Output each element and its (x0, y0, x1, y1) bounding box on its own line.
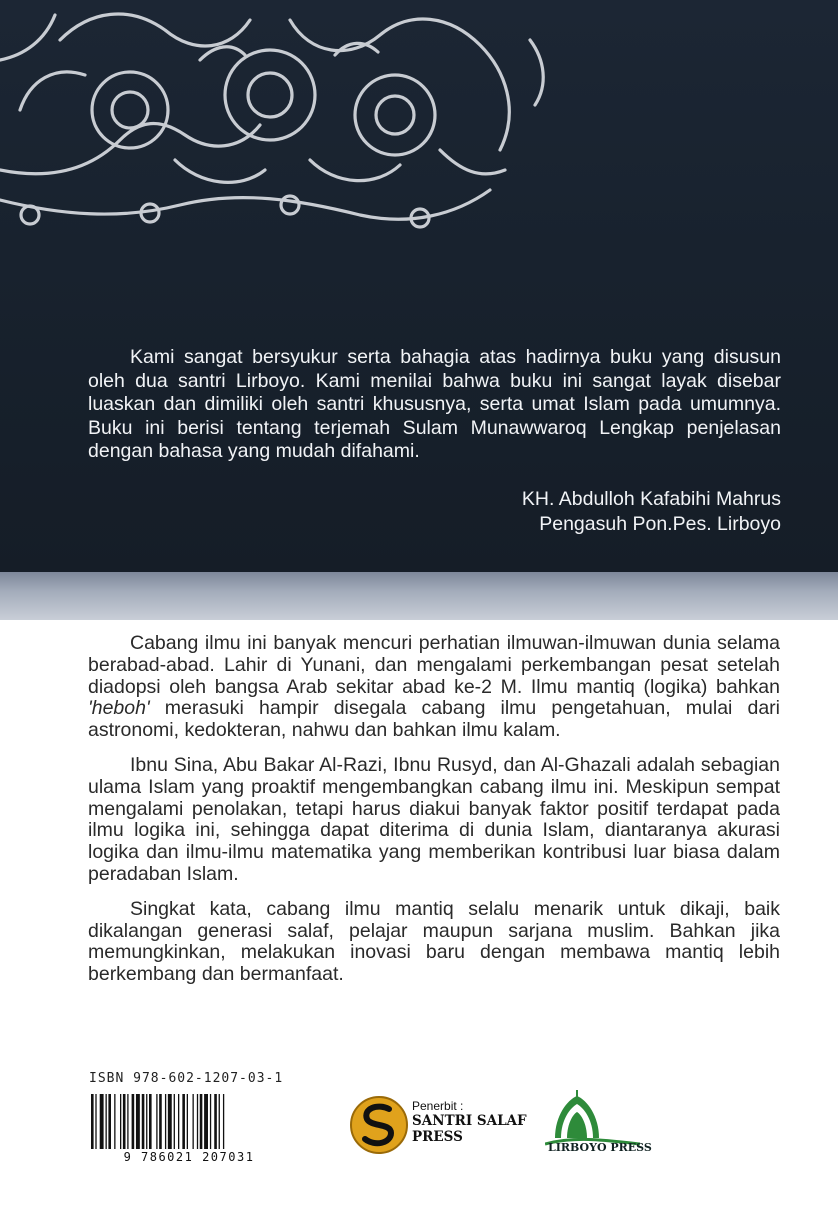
endorser-name: KH. Abdulloh Kafabihi Mahrus (521, 488, 781, 510)
gradient-band (0, 572, 838, 620)
isbn-number: ISBN 978-602-1207-03-1 (89, 1071, 284, 1086)
barcode-bar (200, 1094, 203, 1149)
barcode-bar (159, 1094, 162, 1149)
santri-salaf-logo-icon (349, 1095, 409, 1155)
publisher-name-line2: PRESS (412, 1129, 463, 1145)
synopsis-paragraph-1: Cabang ilmu ini banyak mencuri perhatian ilmuwan-ilmuwan dunia selama berabad-abad. Lahir di Yunani, dan mengalami perkembangan pesat setelah diadopsi oleh bangsa Arab sekitar abad ke-2 M. Ilmu mantiq (logika) bahkan 'heboh' merasuki hampir disegala cabang ilmu pengetahuan, mulai dari astronomi, kedokteran, nahwu dan bahkan ilmu kalam. (88, 632, 780, 742)
barcode-bar (174, 1094, 175, 1149)
barcode-bar (120, 1094, 121, 1149)
barcode-bar (210, 1094, 211, 1149)
partner-publisher-name: LIRBOYO PRESS (548, 1141, 652, 1154)
barcode-bar (182, 1094, 185, 1149)
barcode-bar (100, 1094, 104, 1149)
barcode-digits: 9 786021 207031 (123, 1150, 255, 1164)
barcode-bar (156, 1094, 157, 1149)
endorsement-signature (522, 487, 781, 537)
synopsis-paragraph-3: Singkat kata, cabang ilmu mantiq selalu menarik untuk dikaji, baik dikalangan generasi salaf, pelajar maupun sarjana muslim. Bahkan jika memungkinkan, melakukan inovasi baru dengan membawa mantiq lebih berkembang dan bermanfaat. (88, 897, 780, 986)
barcode-bar (178, 1094, 179, 1149)
barcode-icon (87, 1094, 292, 1164)
barcode-bar (193, 1094, 194, 1149)
barcode-bar (142, 1094, 145, 1149)
barcode-bar (219, 1094, 220, 1149)
endorsement-text: Kami sangat bersyukur serta bahagia atas hadirnya buku yang disusun oleh dua santri Lirboyo. Kami menilai bahwa buku ini sangat layak disebar luaskan dan dimiliki oleh santri khususnya, serta umat Islam pada umumnya. Buku ini berisi tentang terjemah Sulam Munawwaroq Lengkap penjelasan dengan bahasa yang mudah difahami. (88, 346, 781, 462)
barcode-bar (168, 1094, 172, 1149)
endorsement-quote (88, 346, 781, 464)
barcode-bar (127, 1094, 128, 1149)
barcode-bar (149, 1094, 152, 1149)
barcode-bar (223, 1094, 224, 1149)
barcode-bar (106, 1094, 107, 1149)
barcode-bar (187, 1094, 188, 1149)
book-synopsis (88, 633, 780, 999)
barcode-bar (146, 1094, 147, 1149)
synopsis-paragraph-2: Ibnu Sina, Abu Bakar Al-Razi, Ibnu Rusyd, dan Al-Ghazali adalah sebagian ulama Islam yang proaktif mengembangkan cabang ilmu ini. Meskipun sempat mengalami penolakan, tetapi harus diakui banyak faktor positif terdapat pada ilmu logika ini, sehingga dapat diterima di dunia Islam, diantaranya akurasi logika dan ilmu-ilmu matematika yang memberikan kontribusi luar biasa dalam peradaban Islam. (88, 753, 780, 885)
barcode-bar (95, 1094, 96, 1149)
barcode-bar (132, 1094, 135, 1149)
endorser-role: Pengasuh Pon.Pes. Lirboyo (539, 513, 781, 535)
barcode-bar (136, 1094, 140, 1149)
cover-top-dark-panel (0, 0, 838, 572)
barcode-bar (123, 1094, 126, 1149)
publisher-block (412, 1099, 527, 1145)
barcode-bar (197, 1094, 198, 1149)
barcode-bar (91, 1094, 94, 1149)
publisher-name-line1: SANTRI SALAF (412, 1113, 527, 1129)
barcode-bar (214, 1094, 217, 1149)
barcode-bar (108, 1094, 111, 1149)
barcode-bar (204, 1094, 208, 1149)
arabesque-ornament-icon (0, 0, 560, 240)
barcode-bar (114, 1094, 115, 1149)
barcode-bar (165, 1094, 166, 1149)
publisher-label: Penerbit : (412, 1099, 464, 1113)
